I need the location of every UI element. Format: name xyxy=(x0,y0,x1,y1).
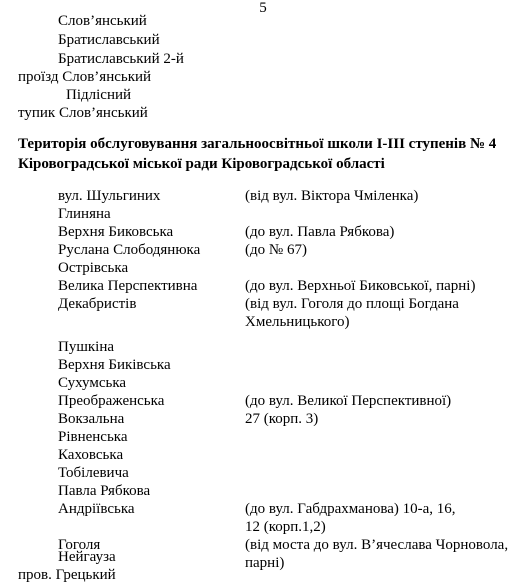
street-name: Верхня Биківська xyxy=(58,357,171,373)
street-name: пров. Грецький xyxy=(18,567,116,583)
street-name: Павла Рябкова xyxy=(58,483,151,499)
street-note: (до № 67) xyxy=(245,242,307,258)
street-note: (до вул. Великої Перспективної) xyxy=(245,393,452,409)
top-list-item: Братиславський 2-й xyxy=(58,51,184,67)
street-name: Пушкіна xyxy=(58,339,115,355)
street-name: Вокзальна xyxy=(58,411,125,427)
street-note: (до вул. Верхньої Биковської, парні) xyxy=(245,278,476,294)
street-name: Нейгауза xyxy=(58,549,116,565)
top-list-item: проїзд Слов’янський xyxy=(18,69,152,85)
page-number: 5 xyxy=(259,0,267,16)
top-list-item: Слов’янський xyxy=(58,13,147,29)
street-name: Острівська xyxy=(58,260,129,276)
top-list-item: Братиславський xyxy=(58,32,160,48)
street-name: Андріївська xyxy=(58,501,135,517)
street-name: Тобілевича xyxy=(58,465,129,481)
street-note: (від вул. Віктора Чміленка) xyxy=(245,188,419,204)
street-note: (до вул. Габдрахманова) 10-а, 16, xyxy=(245,501,456,517)
street-note-continued: парні) xyxy=(245,555,285,571)
street-note-continued: 12 (корп.1,2) xyxy=(245,519,326,535)
street-note: 27 (корп. 3) xyxy=(245,411,319,427)
street-note: (до вул. Павла Рябкова) xyxy=(245,224,395,240)
section-heading-line: Кіровоградської міської ради Кіровоградської області xyxy=(18,156,385,172)
street-name: Декабристів xyxy=(58,296,137,312)
section-heading xyxy=(18,134,518,174)
street-name: Каховська xyxy=(58,447,124,463)
top-list-item: тупик Слов’янський xyxy=(18,105,148,121)
street-note-continued: Хмельницького) xyxy=(245,314,350,330)
street-name: Рівненська xyxy=(58,429,128,445)
section-heading-line: Територія обслуговування загальноосвітньої школи І-ІІІ ступенів № 4 xyxy=(18,136,497,152)
street-name: Велика Перспективна xyxy=(58,278,198,294)
street-note: (від вул. Гоголя до площі Богдана xyxy=(245,296,459,312)
street-name: Гоголя xyxy=(58,537,101,553)
street-name: Руслана Слободянюка xyxy=(58,242,201,258)
street-name: Сухумська xyxy=(58,375,127,391)
street-name: Преображенська xyxy=(58,393,165,409)
top-list-item: Підлісний xyxy=(66,87,132,103)
street-name: Верхня Биковська xyxy=(58,224,174,240)
street-name: вул. Шульгиних xyxy=(58,188,161,204)
street-note: (від моста до вул. В’ячеслава Чорновола, xyxy=(245,537,509,553)
street-name: Глиняна xyxy=(58,206,111,222)
